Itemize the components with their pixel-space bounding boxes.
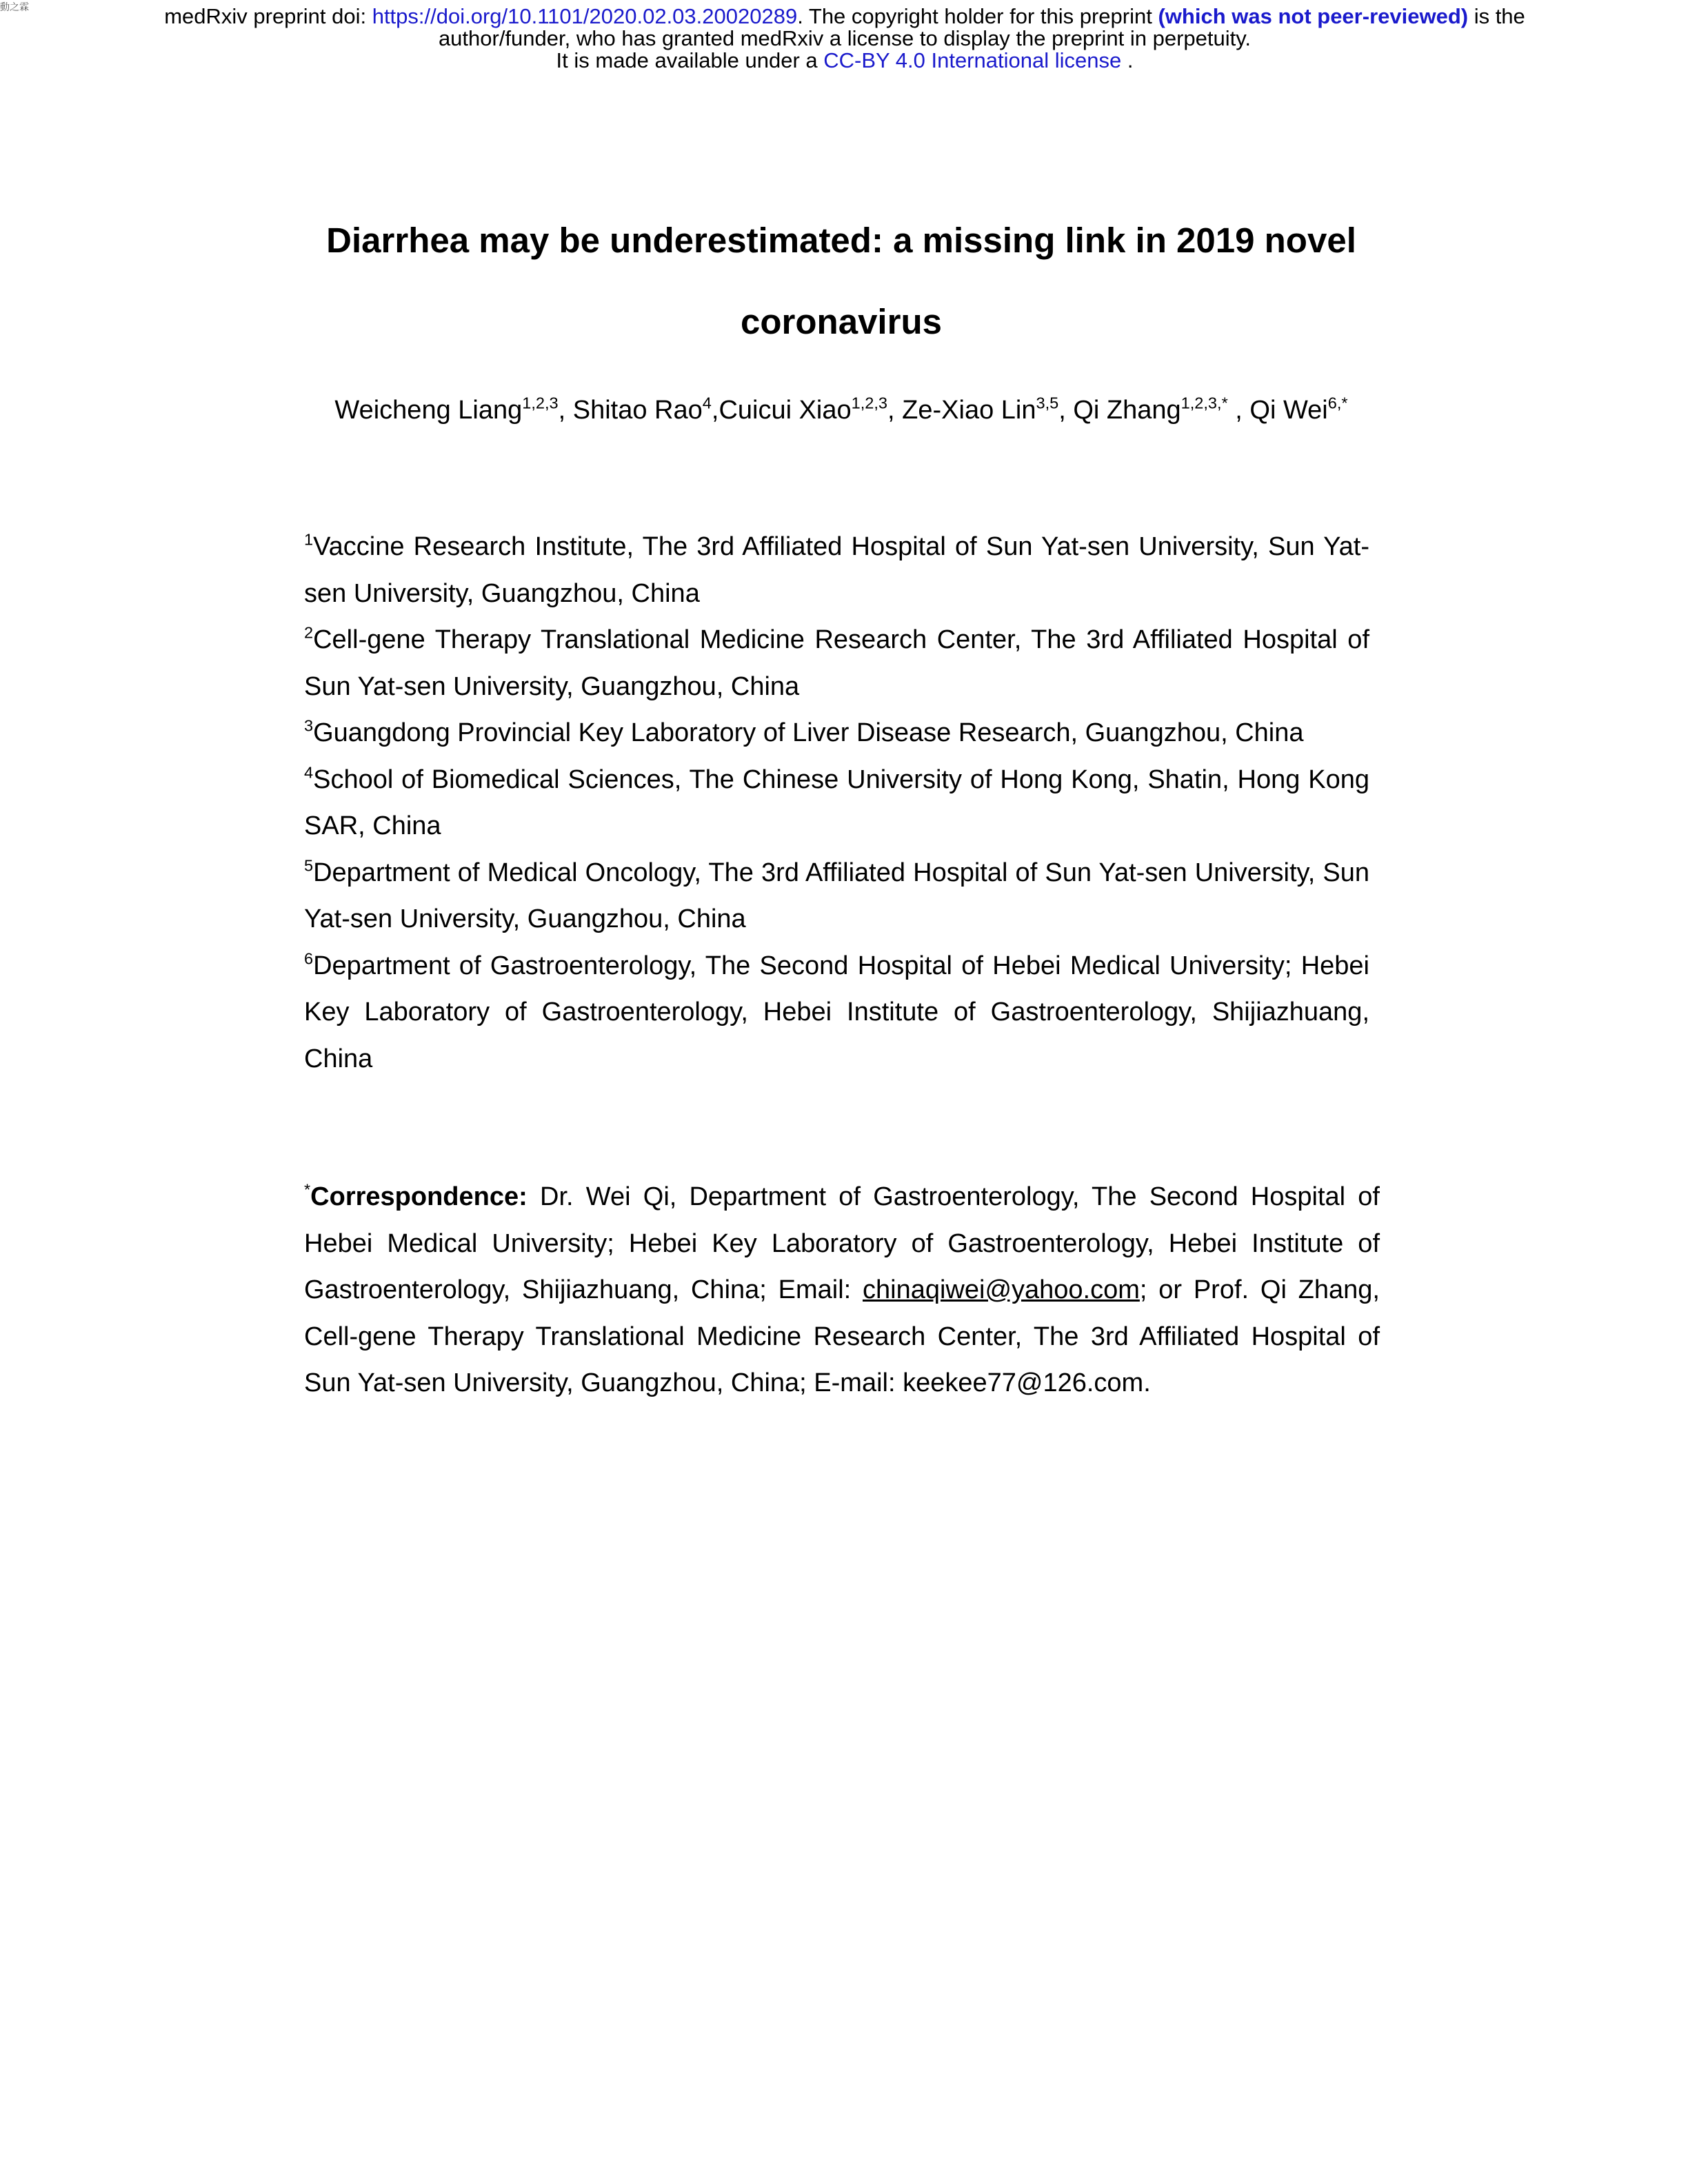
peer-review-link[interactable]: (which was not peer-reviewed) [1158, 4, 1469, 28]
author-name: Shitao Rao [572, 396, 703, 425]
corner-mark: 動之霖 [0, 1, 29, 12]
affiliation-text: Cell-gene Therapy Translational Medicine Research Center, The 3rd Affiliated Hospital of Sun Yat-sen University, Guangzhou, China [304, 625, 1369, 701]
author-affiliation-marks: 1,2,3 [851, 394, 888, 412]
notice-text: It is made available under a [556, 48, 824, 72]
doi-link[interactable]: https://doi.org/10.1101/2020.02.03.20020289 [372, 4, 798, 28]
affiliation-number: 5 [304, 856, 314, 874]
author-separator: , [558, 396, 573, 425]
affiliation-number: 4 [304, 762, 314, 781]
author-affiliation-marks: 1,2,3 [522, 394, 559, 412]
license-link[interactable]: CC-BY 4.0 International license [823, 48, 1122, 72]
author-name: Qi Wei [1249, 396, 1328, 425]
title-line-1: Diarrhea may be underestimated: a missing link in 2019 novel [326, 221, 1356, 260]
author-affiliation-marks: 4 [702, 394, 712, 412]
affiliation-text: Guangdong Provincial Key Laboratory of Liver Disease Research, Guangzhou, China [313, 718, 1304, 747]
affiliation-item [304, 617, 1369, 710]
author-name: Weicheng Liang [334, 396, 523, 425]
affiliation-number: 3 [304, 716, 314, 735]
author [719, 396, 902, 425]
affiliation-item [304, 710, 1369, 757]
author-name: Ze-Xiao Lin [902, 396, 1036, 425]
author-name: Cuicui Xiao [719, 396, 852, 425]
author-name: Qi Zhang [1073, 396, 1181, 425]
affiliation-text: Department of Medical Oncology, The 3rd Affiliated Hospital of Sun Yat-sen University, Sun Yat-sen University, Guangzhou, China [304, 858, 1369, 933]
author-affiliation-marks: 1,2,3,* [1180, 394, 1228, 412]
paper-title [248, 200, 1434, 363]
notice-text: . The copyright holder for this preprint [797, 4, 1158, 28]
title-line-2: coronavirus [741, 302, 942, 341]
affiliation-item [304, 524, 1369, 617]
notice-text: . [1121, 48, 1134, 72]
affiliation-item [304, 850, 1369, 943]
notice-line-2: author/funder, who has granted medRxiv a license to display the preprint in perpetuity. [438, 26, 1252, 50]
affiliation-text: Department of Gastroenterology, The Second Hospital of Hebei Medical University; Hebei Key Laboratory of Gastroenterology, Hebei Institute of Gastroenterology, Shijiazhuang, China [304, 951, 1369, 1073]
author-separator: , [711, 396, 719, 425]
author [334, 396, 572, 425]
notice-line-3 [103, 50, 1586, 72]
author-affiliation-marks: 3,5 [1036, 394, 1059, 412]
author [573, 396, 719, 425]
preprint-notice [103, 6, 1586, 72]
correspondence-block [304, 1174, 1380, 1407]
affiliation-text: School of Biomedical Sciences, The Chinese University of Hong Kong, Shatin, Hong Kong SAR, China [304, 765, 1369, 840]
correspondence-star: * [304, 1180, 311, 1199]
email-link[interactable]: chinaqiwei@yahoo.com [863, 1275, 1140, 1304]
affiliation-list [304, 524, 1369, 1082]
author-affiliation-marks: 6,* [1327, 394, 1348, 412]
author-separator: , [887, 396, 903, 425]
affiliation-item [304, 757, 1369, 850]
notice-text: medRxiv preprint doi: [164, 4, 372, 28]
author-list [248, 390, 1434, 431]
correspondence-text: Dr. Wei Qi, Department of Gastroenterology, The Second Hospital of Hebei Medical University; Hebei Key Laboratory of Gastroenterology, Hebei Institute of Gastroenterology, Shijiazhuang, China; Email: [304, 1182, 1380, 1304]
affiliation-number: 1 [304, 530, 314, 549]
author-separator: , [1058, 396, 1074, 425]
author [1249, 396, 1347, 425]
correspondence-label: Correspondence: [310, 1182, 528, 1211]
author [1073, 396, 1249, 425]
notice-line-1 [103, 6, 1586, 28]
affiliation-text: Vaccine Research Institute, The 3rd Affiliated Hospital of Sun Yat-sen University, Sun Yat-sen University, Guangzhou, China [304, 532, 1369, 608]
notice-text: is the [1468, 4, 1525, 28]
affiliation-number: 6 [304, 949, 314, 967]
affiliation-item [304, 943, 1369, 1083]
correspondence-text: ; or Prof. Qi Zhang, Cell-gene Therapy Translational Medicine Research Center, The 3rd Affiliated Hospital of Sun Yat-sen University, Guangzhou, China; E-mail: keekee77@126.com. [304, 1275, 1380, 1397]
author [902, 396, 1073, 425]
affiliation-number: 2 [304, 623, 314, 642]
author-separator: , [1227, 396, 1250, 425]
